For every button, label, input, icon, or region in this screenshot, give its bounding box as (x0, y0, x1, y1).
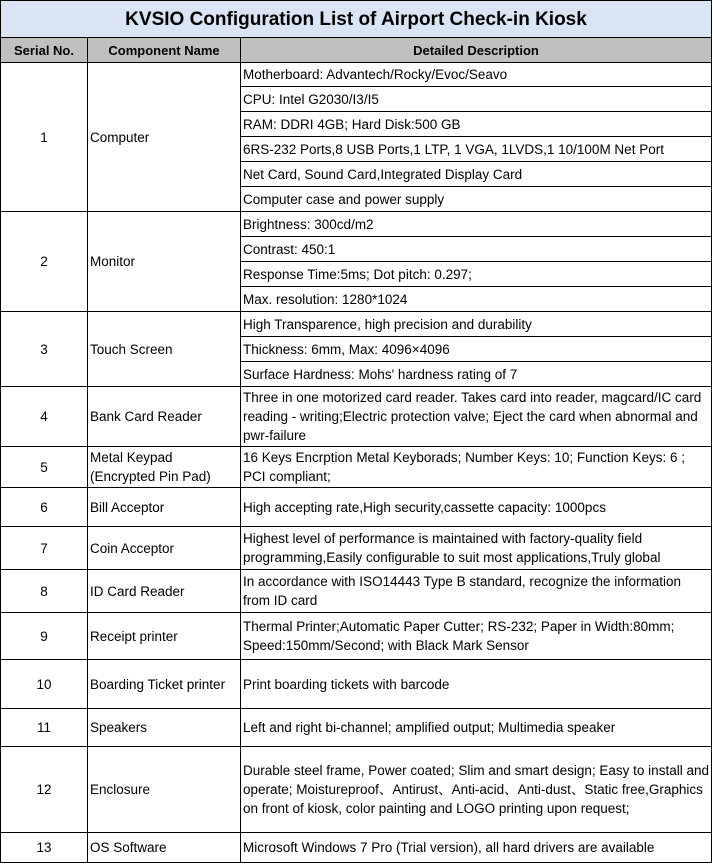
table-row (1, 613, 712, 660)
component-name-cell: Coin Acceptor (88, 527, 241, 570)
description-cell: Durable steel frame, Power coated; Slim and smart design; Easy to install and operate; Moistureproof、Antirust、Anti-acid、Anti-dust、Static free,Graphics on front of kiosk, color painting and LOGO printing upon request; (241, 747, 712, 833)
component-name-cell: Speakers (88, 709, 241, 747)
table-row (1, 488, 712, 527)
header-serial-no: Serial No. (1, 38, 88, 63)
component-name-cell: Bill Acceptor (88, 488, 241, 527)
serial-number-cell: 11 (1, 709, 88, 747)
description-cell: Motherboard: Advantech/Rocky/Evoc/Seavo (241, 63, 712, 87)
description-cell: Net Card, Sound Card,Integrated Display Card (241, 162, 712, 187)
description-cell: High Transparence, high precision and durability (241, 312, 712, 337)
table-row (1, 312, 712, 337)
serial-number-cell: 7 (1, 527, 88, 570)
table-row (1, 709, 712, 747)
table-row (1, 660, 712, 709)
description-cell: Surface Hardness: Mohs' hardness rating of 7 (241, 362, 712, 387)
description-cell: Left and right bi-channel; amplified output; Multimedia speaker (241, 709, 712, 747)
description-cell: Print boarding tickets with barcode (241, 660, 712, 709)
description-cell: Highest level of performance is maintained with factory-quality field programming,Easily configurable to suit most applications,Truly global (241, 527, 712, 570)
table-body (1, 63, 712, 863)
description-cell: Contrast: 450:1 (241, 237, 712, 262)
serial-number-cell: 1 (1, 63, 88, 212)
table-row (1, 527, 712, 570)
table-row (1, 570, 712, 613)
table-row (1, 447, 712, 488)
description-cell: Thermal Printer;Automatic Paper Cutter; RS-232; Paper in Width:80mm; Speed:150mm/Second; with Black Mark Sensor (241, 613, 712, 660)
serial-number-cell: 8 (1, 570, 88, 613)
component-name-cell: OS Software (88, 833, 241, 863)
description-cell: In accordance with ISO14443 Type B standard, recognize the information from ID card (241, 570, 712, 613)
serial-number-cell: 12 (1, 747, 88, 833)
component-name-cell: Enclosure (88, 747, 241, 833)
description-cell: Computer case and power supply (241, 187, 712, 212)
description-cell: 16 Keys Encrption Metal Keyborads; Number Keys: 10; Function Keys: 6 ; PCI compliant; (241, 447, 712, 488)
header-component-name: Component Name (88, 38, 241, 63)
description-cell: Thickness: 6mm, Max: 4096×4096 (241, 337, 712, 362)
serial-number-cell: 3 (1, 312, 88, 387)
serial-number-cell: 6 (1, 488, 88, 527)
description-cell: High accepting rate,High security,cassette capacity: 1000pcs (241, 488, 712, 527)
description-cell: Microsoft Windows 7 Pro (Trial version), all hard drivers are available (241, 833, 712, 863)
serial-number-cell: 13 (1, 833, 88, 863)
description-cell: Brightness: 300cd/m2 (241, 212, 712, 237)
component-name-cell: Touch Screen (88, 312, 241, 387)
component-name-cell: Receipt printer (88, 613, 241, 660)
description-cell: CPU: Intel G2030/I3/I5 (241, 87, 712, 112)
serial-number-cell: 2 (1, 212, 88, 312)
component-name-cell: Metal Keypad (Encrypted Pin Pad) (88, 447, 241, 488)
header-detailed-description: Detailed Description (241, 38, 712, 63)
table-row (1, 747, 712, 833)
description-cell: Max. resolution: 1280*1024 (241, 287, 712, 312)
component-name-cell: Computer (88, 63, 241, 212)
component-name-cell: Bank Card Reader (88, 387, 241, 447)
table-row (1, 833, 712, 863)
serial-number-cell: 5 (1, 447, 88, 488)
description-cell: RAM: DDRI 4GB; Hard Disk:500 GB (241, 112, 712, 137)
table-row (1, 387, 712, 447)
description-cell: Three in one motorized card reader. Takes card into reader, magcard/IC card reading - writing;Electric protection valve; Eject the card when abnormal and pwr-failure (241, 387, 712, 447)
serial-number-cell: 10 (1, 660, 88, 709)
serial-number-cell: 9 (1, 613, 88, 660)
table-row (1, 63, 712, 87)
component-name-cell: Boarding Ticket printer (88, 660, 241, 709)
description-cell: Response Time:5ms; Dot pitch: 0.297; (241, 262, 712, 287)
component-name-cell: Monitor (88, 212, 241, 312)
description-cell: 6RS-232 Ports,8 USB Ports,1 LTP, 1 VGA, 1LVDS,1 10/100M Net Port (241, 137, 712, 162)
table-title: KVSIO Configuration List of Airport Check-in Kiosk (1, 1, 712, 38)
component-name-cell: ID Card Reader (88, 570, 241, 613)
serial-number-cell: 4 (1, 387, 88, 447)
table-row (1, 212, 712, 237)
